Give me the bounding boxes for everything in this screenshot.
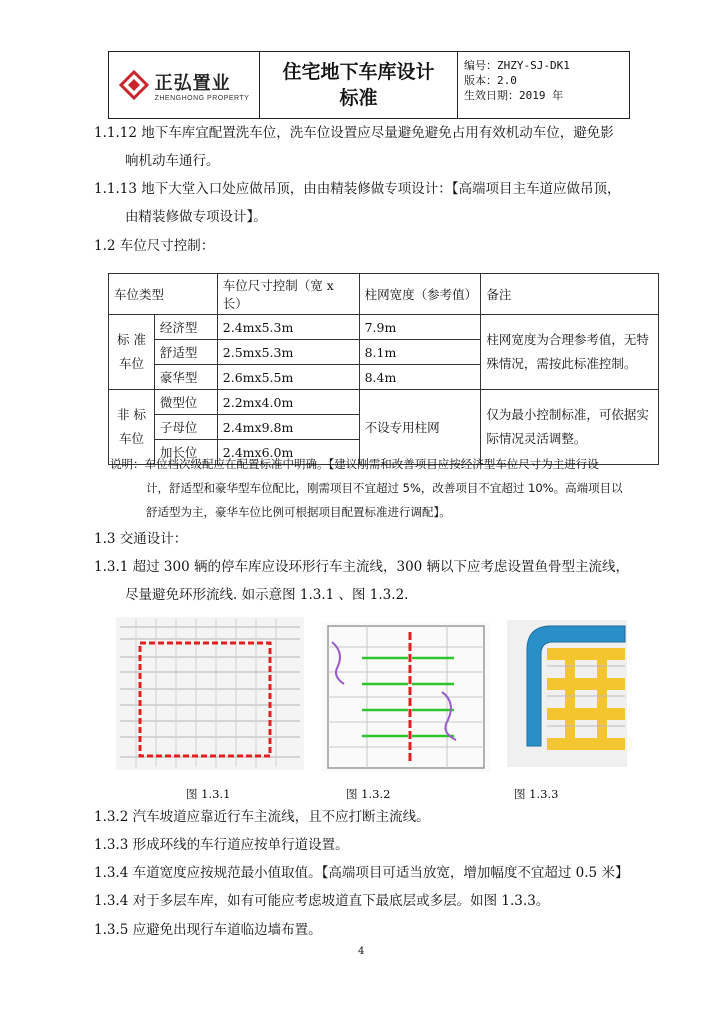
note-line-2: 计，舒适型和豪华型车位配比，刚需项目不宜超过 5%，改善项目不宜超过 10%。高端项目以 [146,481,623,495]
table-cell: 舒适型 [154,340,217,365]
group-label-line: 车位 [118,356,144,371]
document-meta [458,52,629,118]
figure-1-3-3-ramp-plan [507,620,627,767]
paragraph-1-3-2: 1.3.2 汽车坡道应靠近行车主流线，且不应打断主流线。 [94,809,430,825]
paragraph-1-3-4-a: 1.3.4 车道宽度应按规范最小值取值。【高端项目可适当放宽，增加幅度不宜超过 0.5 米】 [94,865,629,881]
page-number: 4 [358,946,365,957]
table-header-cell: 车位尺寸控制（宽 x 长） [217,274,359,315]
table-header-cell: 柱网宽度（参考值） [359,274,481,315]
paragraph-1-3-1-line1: 1.3.1 超过 300 辆的停车库应设环形行车主流线，300 辆以下应考虑设置鱼骨型主流线， [94,559,630,575]
paragraph-1-3-5: 1.3.5 应避免出现行车道临边墙布置。 [94,922,322,938]
paragraph-1-3-4-b: 1.3.4 对于多层车库，如有可能应考虑坡道直下最底层或多层。如图 1.3.3。 [94,893,550,909]
figure-caption-1-3-1: 图 1.3.1 [186,787,231,801]
paragraph-1-1-13-line1: 1.1.13 地下大堂入口处应做吊顶，由由精装修做专项设计：【高端项目主车道应做吊顶， [94,181,621,197]
figure-1-3-2-fishbone-plan [322,622,490,772]
title-line-1: 住宅地下车库设计 [282,61,435,83]
logo-text-en: ZHENGHONG PROPERTY [154,94,250,102]
note-line: 殊情况，需按此标准控制。 [486,356,637,371]
table-cell: 经济型 [154,315,217,340]
table-cell-grid-nonstandard: 不设专用柱网 [359,390,481,465]
table-cell: 2.4mx9.8m [217,415,359,440]
table-cell: 2.6mx5.5m [217,365,359,390]
document-title [260,52,458,118]
table-row [109,390,659,415]
table-header-cell: 车位类型 [109,274,218,315]
group-label-standard [109,315,155,390]
paragraph-1-1-13-line2: 由精装修做专项设计】。 [125,209,267,225]
company-logo [109,52,260,118]
table-cell: 微型位 [154,390,217,415]
table-cell: 2.4mx6.0m [217,440,359,465]
table-cell: 8.1m [359,340,481,365]
figure-caption-1-3-3: 图 1.3.3 [514,787,559,801]
doc-version: 版本：2.0 [464,74,517,87]
parking-size-table [108,273,659,465]
doc-code: 编号：ZHZY-SJ-DK1 [464,59,570,72]
title-line-2: 标准 [339,87,378,109]
note-line-1: 说明：车位档次级配应在配置标准中明确。【建议刚需和改善项目应按经济型车位尺寸为主进行设 [110,457,599,471]
table-cell: 2.2mx4.0m [217,390,359,415]
document-header [108,51,630,119]
paragraph-1-1-12-line1: 1.1.12 地下车库宜配置洗车位，洗车位设置应尽量避免避免占用有效机动车位，避免影 [94,125,614,141]
figure-1-3-1-ring-road-plan [116,617,304,770]
table-header-row [109,274,659,315]
section-heading-1-3: 1.3 交通设计： [94,531,188,547]
section-heading-1-2: 1.2 车位尺寸控制： [94,238,215,254]
group-label-line: 车位 [118,431,144,446]
table-cell: 8.4m [359,365,481,390]
paragraph-1-1-12-line2: 响机动车通行。 [125,153,220,169]
table-cell: 豪华型 [154,365,217,390]
paragraph-1-3-3: 1.3.3 形成环线的车行道应按单行道设置。 [94,837,349,853]
doc-effective-date: 生效日期：2019 年 [464,89,564,102]
group-label-line: 标 准 [116,332,146,347]
logo-text-cn: 正弘置业 [154,72,231,94]
table-cell: 子母位 [154,415,217,440]
table-cell: 7.9m [359,315,481,340]
paragraph-1-3-1-line2: 尽量避免环形流线. 如示意图 1.3.1 、图 1.3.2. [125,587,409,603]
group-note-standard [481,315,659,390]
table-cell: 2.5mx5.3m [217,340,359,365]
figure-caption-1-3-2: 图 1.3.2 [346,787,391,801]
note-line: 际情况灵活调整。 [486,431,587,446]
table-cell: 2.4mx5.3m [217,315,359,340]
table-header-cell: 备注 [481,274,659,315]
group-label-line: 非 标 [116,407,146,422]
table-cell: 加长位 [154,440,217,465]
note-line: 仅为最小控制标准，可依据实 [486,407,649,422]
table-row [109,315,659,340]
note-line-3: 舒适型为主，豪华车位比例可根据项目配置标准进行调配】。 [146,505,451,519]
note-line: 柱网宽度为合理参考值，无特 [486,332,649,347]
logo-mark-icon [119,70,149,100]
